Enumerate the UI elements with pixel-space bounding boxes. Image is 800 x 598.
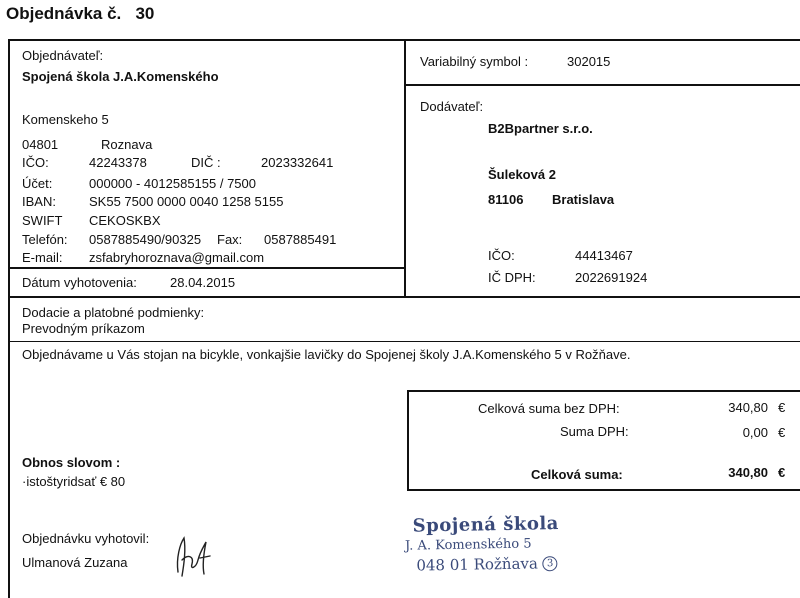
outer-left-border <box>8 39 10 598</box>
date-label: Dátum vyhotovenia: <box>22 275 137 290</box>
date-top-border <box>8 267 405 269</box>
buyer-fax: 0587885491 <box>264 232 337 247</box>
issuer-label: Objednávku vyhotovil: <box>22 531 150 546</box>
stamp-line-3: 048 01 Rožňava <box>416 554 539 575</box>
buyer-iban: SK55 7500 0000 0040 1258 5155 <box>89 194 284 209</box>
terms-heading: Dodacie a platobné podmienky: <box>22 305 205 320</box>
total-label: Celková suma: <box>531 467 623 482</box>
buyer-email-label: E-mail: <box>22 250 63 265</box>
supplier-city: Bratislava <box>552 192 615 207</box>
total-without-vat-label: Celková suma bez DPH: <box>478 401 620 416</box>
buyer-phone: 0587885490/90325 <box>89 232 202 247</box>
school-stamp <box>405 512 606 574</box>
buyer-account: 000000 - 4012585155 / 7500 <box>89 176 256 191</box>
vat-value: 0,00 <box>742 425 768 440</box>
column-divider <box>404 39 406 297</box>
totals-box-bottom <box>407 489 800 491</box>
variable-symbol-value: 302015 <box>567 54 611 69</box>
vs-bottom-border <box>404 84 800 86</box>
buyer-dic: 2023332641 <box>261 155 334 170</box>
supplier-zip: 81106 <box>488 192 524 207</box>
totals-box-top <box>407 390 800 392</box>
terms-bottom-border <box>8 341 800 342</box>
buyer-account-label: Účet: <box>22 176 53 191</box>
currency-1: € <box>778 400 786 415</box>
supplier-street: Šuleková 2 <box>488 167 556 182</box>
vat-label: Suma DPH: <box>560 424 629 439</box>
buyer-phone-label: Telefón: <box>22 232 68 247</box>
page-title <box>6 4 154 24</box>
issuer-name: Ulmanová Zuzana <box>22 555 128 570</box>
header-bottom-border <box>8 296 800 298</box>
currency-3: € <box>778 465 786 480</box>
variable-symbol-label: Variabilný symbol : <box>420 54 529 69</box>
total-value: 340,80 <box>728 465 768 480</box>
amount-words-value: ·istoštyridsať € 80 <box>22 474 126 489</box>
buyer-iban-label: IBAN: <box>22 194 56 209</box>
buyer-email: zsfabryhoroznava@gmail.com <box>89 250 265 265</box>
totals-box-left <box>407 390 409 491</box>
stamp-line-2: J. A. Komenského 5 <box>404 536 532 554</box>
stamp-line-1: Spojená škola <box>412 513 560 537</box>
amount-words-label: Obnos slovom : <box>22 455 121 470</box>
buyer-street: Komenskeho 5 <box>22 112 109 127</box>
buyer-fax-label: Fax: <box>217 232 243 247</box>
buyer-swift-label: SWIFT <box>22 213 63 228</box>
supplier-icdph: 2022691924 <box>575 270 648 285</box>
buyer-ico-label: IČO: <box>22 155 49 170</box>
currency-2: € <box>778 425 786 440</box>
supplier-heading: Dodávateľ: <box>420 99 484 114</box>
order-number: 30 <box>135 4 155 23</box>
buyer-heading: Objednávateľ: <box>22 48 104 63</box>
terms-value: Prevodným príkazom <box>22 321 145 336</box>
stamp-mark: 3 <box>543 556 558 571</box>
buyer-name: Spojená škola J.A.Komenského <box>22 69 219 84</box>
order-text: Objednávame u Vás stojan na bicykle, vonkajšie lavičky do Spojenej školy J.A.Komenského 5 v Rožňave. <box>22 347 631 362</box>
signature-mark <box>170 530 218 580</box>
buyer-zip: 04801 <box>22 137 59 152</box>
buyer-swift: CEKOSKBX <box>89 213 161 228</box>
total-without-vat-value: 340,80 <box>728 400 768 415</box>
title-label: Objednávka č. <box>6 4 122 23</box>
supplier-icdph-label: IČ DPH: <box>488 270 536 285</box>
date-value: 28.04.2015 <box>170 275 236 290</box>
buyer-city: Roznava <box>101 137 153 152</box>
buyer-dic-label: DIČ : <box>191 155 221 170</box>
supplier-ico: 44413467 <box>575 248 633 263</box>
supplier-name: B2Bpartner s.r.o. <box>488 121 593 136</box>
buyer-ico: 42243378 <box>89 155 147 170</box>
supplier-ico-label: IČO: <box>488 248 515 263</box>
